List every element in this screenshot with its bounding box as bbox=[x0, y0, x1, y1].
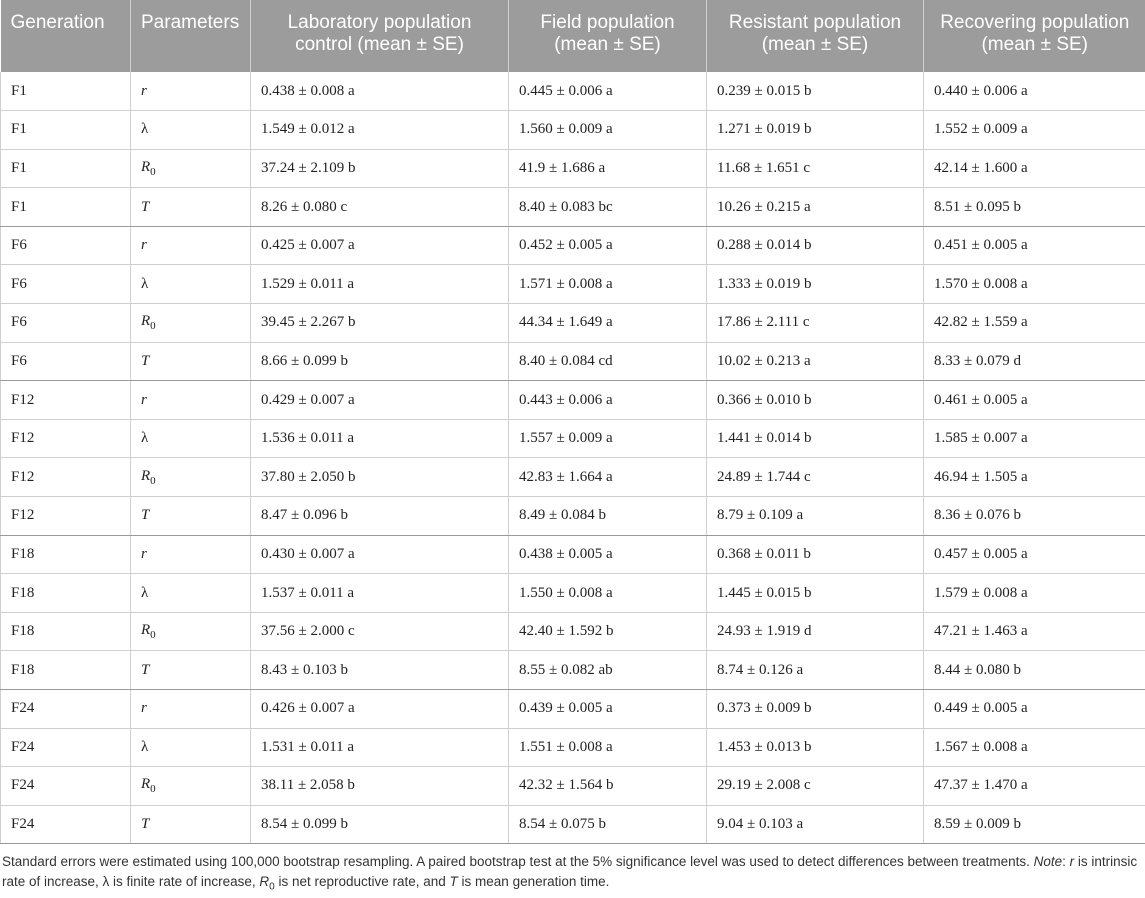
table-row bbox=[1, 381, 1145, 420]
cell-generation: F24 bbox=[1, 767, 131, 806]
table-row bbox=[1, 72, 1145, 111]
footnote-text: Standard errors were estimated using 100,000 bootstrap resampling. A paired bootstrap test at the 5% significance level was used to detect differences between treatments. bbox=[2, 854, 1034, 869]
table-row bbox=[1, 535, 1145, 574]
cell-recovering: 0.440 ± 0.006 a bbox=[924, 72, 1145, 111]
cell-laboratory: 8.26 ± 0.080 c bbox=[251, 188, 509, 227]
cell-recovering: 42.14 ± 1.600 a bbox=[924, 149, 1145, 188]
cell-generation: F6 bbox=[1, 342, 131, 381]
cell-resistant: 1.453 ± 0.013 b bbox=[707, 728, 924, 767]
footnote-note-label: Note bbox=[1034, 854, 1063, 869]
cell-laboratory: 0.430 ± 0.007 a bbox=[251, 535, 509, 574]
parameter-symbol: R bbox=[141, 313, 150, 329]
cell-resistant: 24.93 ± 1.919 d bbox=[707, 612, 924, 651]
parameter-symbol: R bbox=[141, 622, 150, 638]
table-row bbox=[1, 419, 1145, 458]
table-row bbox=[1, 497, 1145, 536]
cell-resistant: 10.02 ± 0.213 a bbox=[707, 342, 924, 381]
cell-recovering: 1.579 ± 0.008 a bbox=[924, 574, 1145, 613]
cell-generation: F18 bbox=[1, 574, 131, 613]
cell-resistant: 9.04 ± 0.103 a bbox=[707, 805, 924, 844]
cell-resistant: 29.19 ± 2.008 c bbox=[707, 767, 924, 806]
cell-recovering: 8.59 ± 0.009 b bbox=[924, 805, 1145, 844]
cell-parameter bbox=[131, 690, 251, 729]
parameter-symbol: T bbox=[141, 353, 149, 369]
parameter-symbol: λ bbox=[141, 121, 148, 137]
cell-recovering: 8.33 ± 0.079 d bbox=[924, 342, 1145, 381]
cell-field: 42.32 ± 1.564 b bbox=[509, 767, 707, 806]
cell-laboratory: 8.43 ± 0.103 b bbox=[251, 651, 509, 690]
cell-field: 0.438 ± 0.005 a bbox=[509, 535, 707, 574]
cell-field: 42.40 ± 1.592 b bbox=[509, 612, 707, 651]
cell-parameter bbox=[131, 612, 251, 651]
cell-generation: F18 bbox=[1, 612, 131, 651]
cell-laboratory: 0.438 ± 0.008 a bbox=[251, 72, 509, 111]
table-row bbox=[1, 458, 1145, 497]
parameter-subscript: 0 bbox=[150, 629, 156, 641]
cell-parameter bbox=[131, 304, 251, 343]
header-parameters: Parameters bbox=[131, 0, 251, 72]
cell-parameter bbox=[131, 767, 251, 806]
cell-field: 8.40 ± 0.084 cd bbox=[509, 342, 707, 381]
cell-resistant: 0.239 ± 0.015 b bbox=[707, 72, 924, 111]
table-row bbox=[1, 188, 1145, 227]
cell-laboratory: 37.80 ± 2.050 b bbox=[251, 458, 509, 497]
cell-parameter bbox=[131, 728, 251, 767]
cell-generation: F1 bbox=[1, 72, 131, 111]
cell-field: 8.49 ± 0.084 b bbox=[509, 497, 707, 536]
table-row bbox=[1, 226, 1145, 265]
cell-parameter bbox=[131, 226, 251, 265]
parameter-symbol: T bbox=[141, 199, 149, 215]
parameter-symbol: λ bbox=[141, 585, 148, 601]
cell-generation: F1 bbox=[1, 188, 131, 227]
table-row bbox=[1, 574, 1145, 613]
cell-resistant: 24.89 ± 1.744 c bbox=[707, 458, 924, 497]
parameter-symbol: r bbox=[141, 700, 147, 716]
cell-generation: F12 bbox=[1, 497, 131, 536]
cell-parameter bbox=[131, 651, 251, 690]
cell-resistant: 1.445 ± 0.015 b bbox=[707, 574, 924, 613]
cell-generation: F24 bbox=[1, 728, 131, 767]
cell-field: 1.571 ± 0.008 a bbox=[509, 265, 707, 304]
cell-generation: F18 bbox=[1, 651, 131, 690]
parameter-subscript: 0 bbox=[150, 166, 156, 178]
cell-laboratory: 1.531 ± 0.011 a bbox=[251, 728, 509, 767]
cell-resistant: 17.86 ± 2.111 c bbox=[707, 304, 924, 343]
cell-parameter bbox=[131, 342, 251, 381]
cell-generation: F18 bbox=[1, 535, 131, 574]
parameter-symbol: r bbox=[141, 546, 147, 562]
parameter-symbol: T bbox=[141, 816, 149, 832]
parameter-symbol: R bbox=[141, 468, 150, 484]
footnote-text-3: is net reproductive rate, and bbox=[275, 874, 450, 889]
cell-parameter bbox=[131, 188, 251, 227]
cell-resistant: 0.373 ± 0.009 b bbox=[707, 690, 924, 729]
parameter-symbol: r bbox=[141, 392, 147, 408]
cell-laboratory: 8.54 ± 0.099 b bbox=[251, 805, 509, 844]
cell-resistant: 8.74 ± 0.126 a bbox=[707, 651, 924, 690]
table-row bbox=[1, 690, 1145, 729]
cell-field: 1.557 ± 0.009 a bbox=[509, 419, 707, 458]
table-row bbox=[1, 651, 1145, 690]
cell-parameter bbox=[131, 419, 251, 458]
table-header bbox=[1, 0, 1145, 72]
cell-recovering: 8.44 ± 0.080 b bbox=[924, 651, 1145, 690]
cell-laboratory: 0.425 ± 0.007 a bbox=[251, 226, 509, 265]
cell-field: 0.452 ± 0.005 a bbox=[509, 226, 707, 265]
footnote-T-symbol: T bbox=[450, 874, 458, 889]
cell-recovering: 0.449 ± 0.005 a bbox=[924, 690, 1145, 729]
table-body bbox=[1, 72, 1145, 844]
parameter-symbol: T bbox=[141, 662, 149, 678]
cell-field: 0.443 ± 0.006 a bbox=[509, 381, 707, 420]
cell-parameter bbox=[131, 72, 251, 111]
cell-resistant: 10.26 ± 0.215 a bbox=[707, 188, 924, 227]
header-recovering-population: Recovering population (mean ± SE) bbox=[924, 0, 1145, 72]
cell-recovering: 1.567 ± 0.008 a bbox=[924, 728, 1145, 767]
cell-laboratory: 1.537 ± 0.011 a bbox=[251, 574, 509, 613]
parameter-symbol: r bbox=[141, 237, 147, 253]
table-row bbox=[1, 111, 1145, 150]
cell-parameter bbox=[131, 149, 251, 188]
cell-laboratory: 0.426 ± 0.007 a bbox=[251, 690, 509, 729]
cell-resistant: 1.441 ± 0.014 b bbox=[707, 419, 924, 458]
cell-recovering: 0.457 ± 0.005 a bbox=[924, 535, 1145, 574]
cell-generation: F6 bbox=[1, 265, 131, 304]
footnote-text-4: is mean generation time. bbox=[458, 874, 610, 889]
parameter-symbol: λ bbox=[141, 430, 148, 446]
header-generation: Generation bbox=[1, 0, 131, 72]
cell-laboratory: 8.47 ± 0.096 b bbox=[251, 497, 509, 536]
parameter-subscript: 0 bbox=[150, 320, 156, 332]
parameter-symbol: λ bbox=[141, 739, 148, 755]
cell-generation: F24 bbox=[1, 805, 131, 844]
cell-generation: F12 bbox=[1, 419, 131, 458]
footnote-text-2: is intrinsic rate of increase, λ is finite rate of increase, bbox=[2, 854, 1137, 889]
cell-resistant: 0.366 ± 0.010 b bbox=[707, 381, 924, 420]
cell-parameter bbox=[131, 265, 251, 304]
cell-parameter bbox=[131, 535, 251, 574]
table-row bbox=[1, 265, 1145, 304]
cell-generation: F6 bbox=[1, 226, 131, 265]
table-row bbox=[1, 805, 1145, 844]
cell-recovering: 0.461 ± 0.005 a bbox=[924, 381, 1145, 420]
cell-field: 8.55 ± 0.082 ab bbox=[509, 651, 707, 690]
cell-field: 44.34 ± 1.649 a bbox=[509, 304, 707, 343]
table-row bbox=[1, 342, 1145, 381]
cell-parameter bbox=[131, 574, 251, 613]
parameter-symbol: r bbox=[141, 83, 147, 99]
cell-parameter bbox=[131, 805, 251, 844]
cell-field: 8.40 ± 0.083 bc bbox=[509, 188, 707, 227]
cell-field: 8.54 ± 0.075 b bbox=[509, 805, 707, 844]
footnote-R-symbol: R bbox=[259, 874, 269, 889]
parameter-subscript: 0 bbox=[150, 475, 156, 487]
cell-generation: F6 bbox=[1, 304, 131, 343]
parameter-symbol: R bbox=[141, 776, 150, 792]
cell-recovering: 0.451 ± 0.005 a bbox=[924, 226, 1145, 265]
cell-laboratory: 39.45 ± 2.267 b bbox=[251, 304, 509, 343]
cell-generation: F12 bbox=[1, 458, 131, 497]
table-footnote bbox=[0, 844, 1144, 898]
cell-parameter bbox=[131, 381, 251, 420]
cell-recovering: 42.82 ± 1.559 a bbox=[924, 304, 1145, 343]
cell-resistant: 8.79 ± 0.109 a bbox=[707, 497, 924, 536]
cell-laboratory: 38.11 ± 2.058 b bbox=[251, 767, 509, 806]
table-row bbox=[1, 767, 1145, 806]
cell-recovering: 8.36 ± 0.076 b bbox=[924, 497, 1145, 536]
cell-recovering: 8.51 ± 0.095 b bbox=[924, 188, 1145, 227]
cell-generation: F24 bbox=[1, 690, 131, 729]
cell-laboratory: 1.529 ± 0.011 a bbox=[251, 265, 509, 304]
table-row bbox=[1, 149, 1145, 188]
cell-laboratory: 8.66 ± 0.099 b bbox=[251, 342, 509, 381]
cell-recovering: 1.552 ± 0.009 a bbox=[924, 111, 1145, 150]
cell-laboratory: 0.429 ± 0.007 a bbox=[251, 381, 509, 420]
cell-parameter bbox=[131, 497, 251, 536]
parameter-symbol: λ bbox=[141, 276, 148, 292]
cell-laboratory: 1.536 ± 0.011 a bbox=[251, 419, 509, 458]
cell-laboratory: 37.24 ± 2.109 b bbox=[251, 149, 509, 188]
cell-recovering: 1.570 ± 0.008 a bbox=[924, 265, 1145, 304]
cell-field: 0.445 ± 0.006 a bbox=[509, 72, 707, 111]
cell-field: 1.550 ± 0.008 a bbox=[509, 574, 707, 613]
header-resistant-population: Resistant population (mean ± SE) bbox=[707, 0, 924, 72]
cell-field: 41.9 ± 1.686 a bbox=[509, 149, 707, 188]
cell-generation: F12 bbox=[1, 381, 131, 420]
parameter-symbol: T bbox=[141, 507, 149, 523]
cell-recovering: 47.37 ± 1.470 a bbox=[924, 767, 1145, 806]
cell-field: 42.83 ± 1.664 a bbox=[509, 458, 707, 497]
header-laboratory-population: Laboratory population control (mean ± SE) bbox=[251, 0, 509, 72]
cell-resistant: 11.68 ± 1.651 c bbox=[707, 149, 924, 188]
header-field-population: Field population (mean ± SE) bbox=[509, 0, 707, 72]
cell-resistant: 0.368 ± 0.011 b bbox=[707, 535, 924, 574]
cell-parameter bbox=[131, 458, 251, 497]
cell-parameter bbox=[131, 111, 251, 150]
table-row bbox=[1, 728, 1145, 767]
table-row bbox=[1, 612, 1145, 651]
parameter-symbol: R bbox=[141, 159, 150, 175]
footnote-colon: : bbox=[1062, 854, 1070, 869]
parameter-subscript: 0 bbox=[150, 783, 156, 795]
cell-field: 1.560 ± 0.009 a bbox=[509, 111, 707, 150]
footnote-R-subscript: 0 bbox=[269, 882, 275, 893]
cell-generation: F1 bbox=[1, 111, 131, 150]
table-row bbox=[1, 304, 1145, 343]
cell-laboratory: 1.549 ± 0.012 a bbox=[251, 111, 509, 150]
cell-field: 1.551 ± 0.008 a bbox=[509, 728, 707, 767]
cell-laboratory: 37.56 ± 2.000 c bbox=[251, 612, 509, 651]
cell-recovering: 47.21 ± 1.463 a bbox=[924, 612, 1145, 651]
footnote-r-symbol: r bbox=[1070, 854, 1075, 869]
cell-generation: F1 bbox=[1, 149, 131, 188]
cell-recovering: 46.94 ± 1.505 a bbox=[924, 458, 1145, 497]
cell-field: 0.439 ± 0.005 a bbox=[509, 690, 707, 729]
cell-recovering: 1.585 ± 0.007 a bbox=[924, 419, 1145, 458]
cell-resistant: 0.288 ± 0.014 b bbox=[707, 226, 924, 265]
cell-resistant: 1.271 ± 0.019 b bbox=[707, 111, 924, 150]
cell-resistant: 1.333 ± 0.019 b bbox=[707, 265, 924, 304]
